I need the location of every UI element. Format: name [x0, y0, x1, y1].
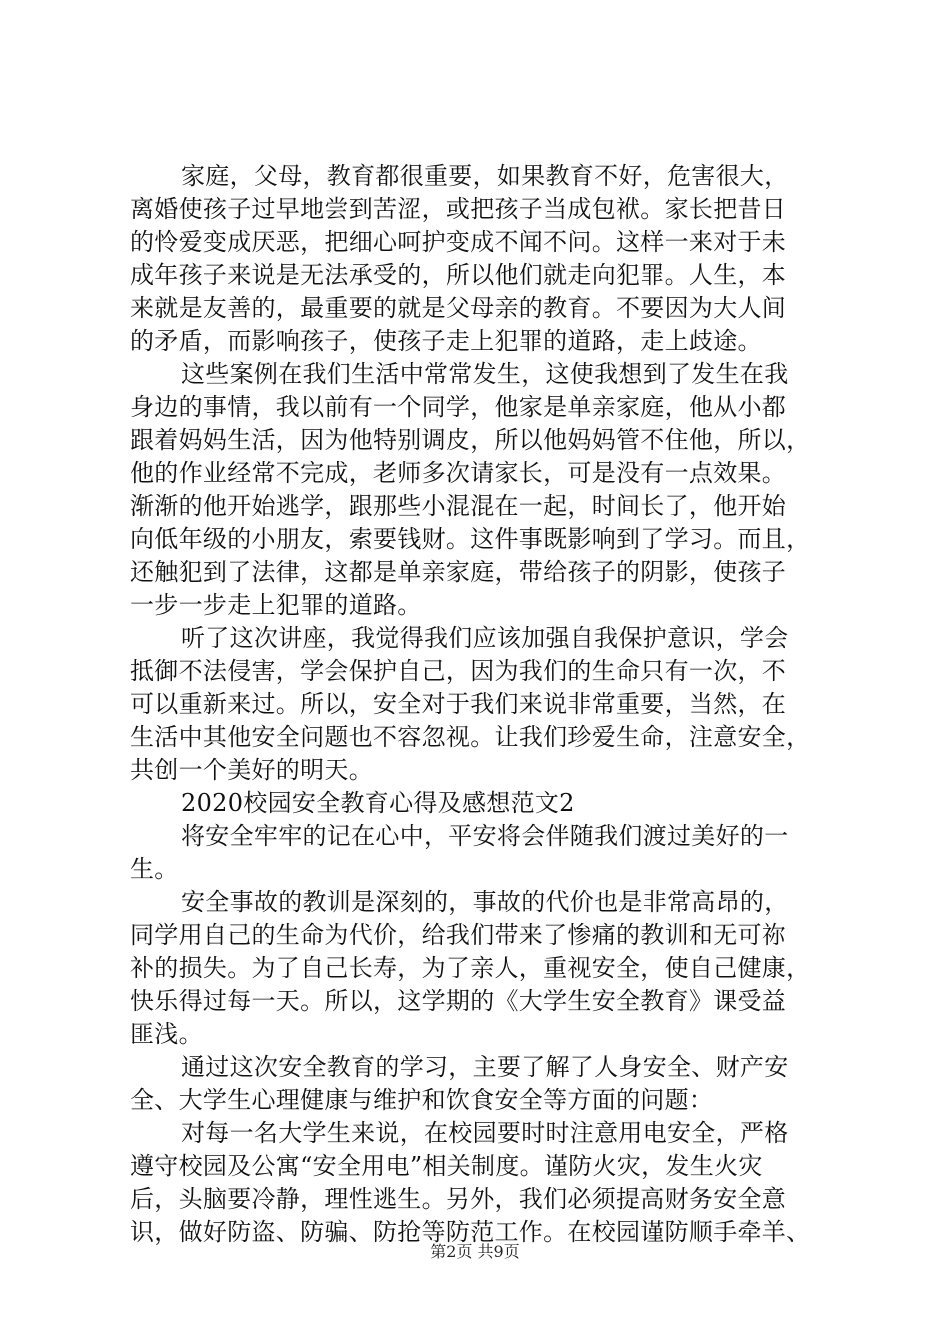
text-line: 跟着妈妈生活，因为他特别调皮，所以他妈妈管不住他，所以，	[130, 426, 811, 454]
text-line: 识，做好防盗、防骗、防抢等防范工作。在校园谨防顺手牵羊、	[130, 1218, 811, 1246]
text-line: 身边的事情，我以前有一个同学，他家是单亲家庭，他从小都	[130, 393, 787, 421]
text-line: 家庭，父母，教育都很重要，如果教育不好，危害很大，	[181, 162, 789, 190]
text-line: 离婚使孩子过早地尝到苦涩，或把孩子当成包袱。家长把昔日	[130, 195, 787, 223]
text-line: 的怜爱变成厌恶，把细心呵护变成不闻不问。这样一来对于未	[130, 228, 787, 256]
text-line: 后，头脑要冷静，理性逃生。另外，我们必须提高财务安全意	[130, 1185, 787, 1213]
text-line: 共创一个美好的明天。	[130, 756, 373, 784]
text-line: 对每一名大学生来说，在校园要时时注意用电安全，严格	[181, 1119, 789, 1147]
text-line: 抵御不法侵害，学会保护自己，因为我们的生命只有一次，不	[130, 657, 787, 685]
text-line: 2020校园安全教育心得及感想范文2	[181, 789, 575, 817]
text-line: 渐渐的他开始逃学，跟那些小混混在一起，时间长了，他开始	[130, 492, 787, 520]
text-line: 生。	[130, 855, 179, 883]
text-line: 的矛盾，而影响孩子，使孩子走上犯罪的道路，走上歧途。	[130, 327, 762, 355]
text-line: 生活中其他安全问题也不容忽视。让我们珍爱生命，注意安全，	[130, 723, 811, 751]
text-line: 补的损失。为了自己长寿，为了亲人，重视安全，使自己健康，	[130, 954, 811, 982]
document-body	[130, 160, 830, 1249]
text-line: 遵守校园及公寓“安全用电”相关制度。谨防火灾，发生火灾	[130, 1152, 763, 1180]
text-line: 将安全牢牢的记在心中，平安将会伴随我们渡过美好的一	[181, 822, 789, 850]
text-line: 他的作业经常不完成，老师多次请家长，可是没有一点效果。	[130, 459, 787, 487]
text-line: 快乐得过每一天。所以，这学期的《大学生安全教育》课受益	[130, 987, 787, 1015]
text-line: 向低年级的小朋友，索要钱财。这件事既影响到了学习。而且，	[130, 525, 811, 553]
text-line: 安全事故的教训是深刻的，事故的代价也是非常高昂的，	[181, 888, 789, 916]
text-line: 成年孩子来说是无法承受的，所以他们就走向犯罪。人生，本	[130, 261, 787, 289]
text-line: 全、大学生心理健康与维护和饮食安全等方面的问题：	[130, 1086, 714, 1114]
text-line: 这些案例在我们生活中常常发生，这使我想到了发生在我	[181, 360, 789, 388]
text-line: 听了这次讲座，我觉得我们应该加强自我保护意识，学会	[181, 624, 789, 652]
text-line: 通过这次安全教育的学习，主要了解了人身安全、财产安	[181, 1053, 789, 1081]
text-line: 可以重新来过。所以，安全对于我们来说非常重要，当然，在	[130, 690, 787, 718]
text-line: 一步一步走上犯罪的道路。	[130, 591, 422, 619]
text-line: 来就是友善的，最重要的就是父母亲的教育。不要因为大人间	[130, 294, 787, 322]
page-footer: 第2页 共9页	[430, 1242, 520, 1261]
text-line: 还触犯到了法律，这都是单亲家庭，带给孩子的阴影，使孩子	[130, 558, 787, 586]
text-line: 匪浅。	[130, 1020, 203, 1048]
text-line: 同学用自己的生命为代价，给我们带来了惨痛的教训和无可祢	[130, 921, 787, 949]
